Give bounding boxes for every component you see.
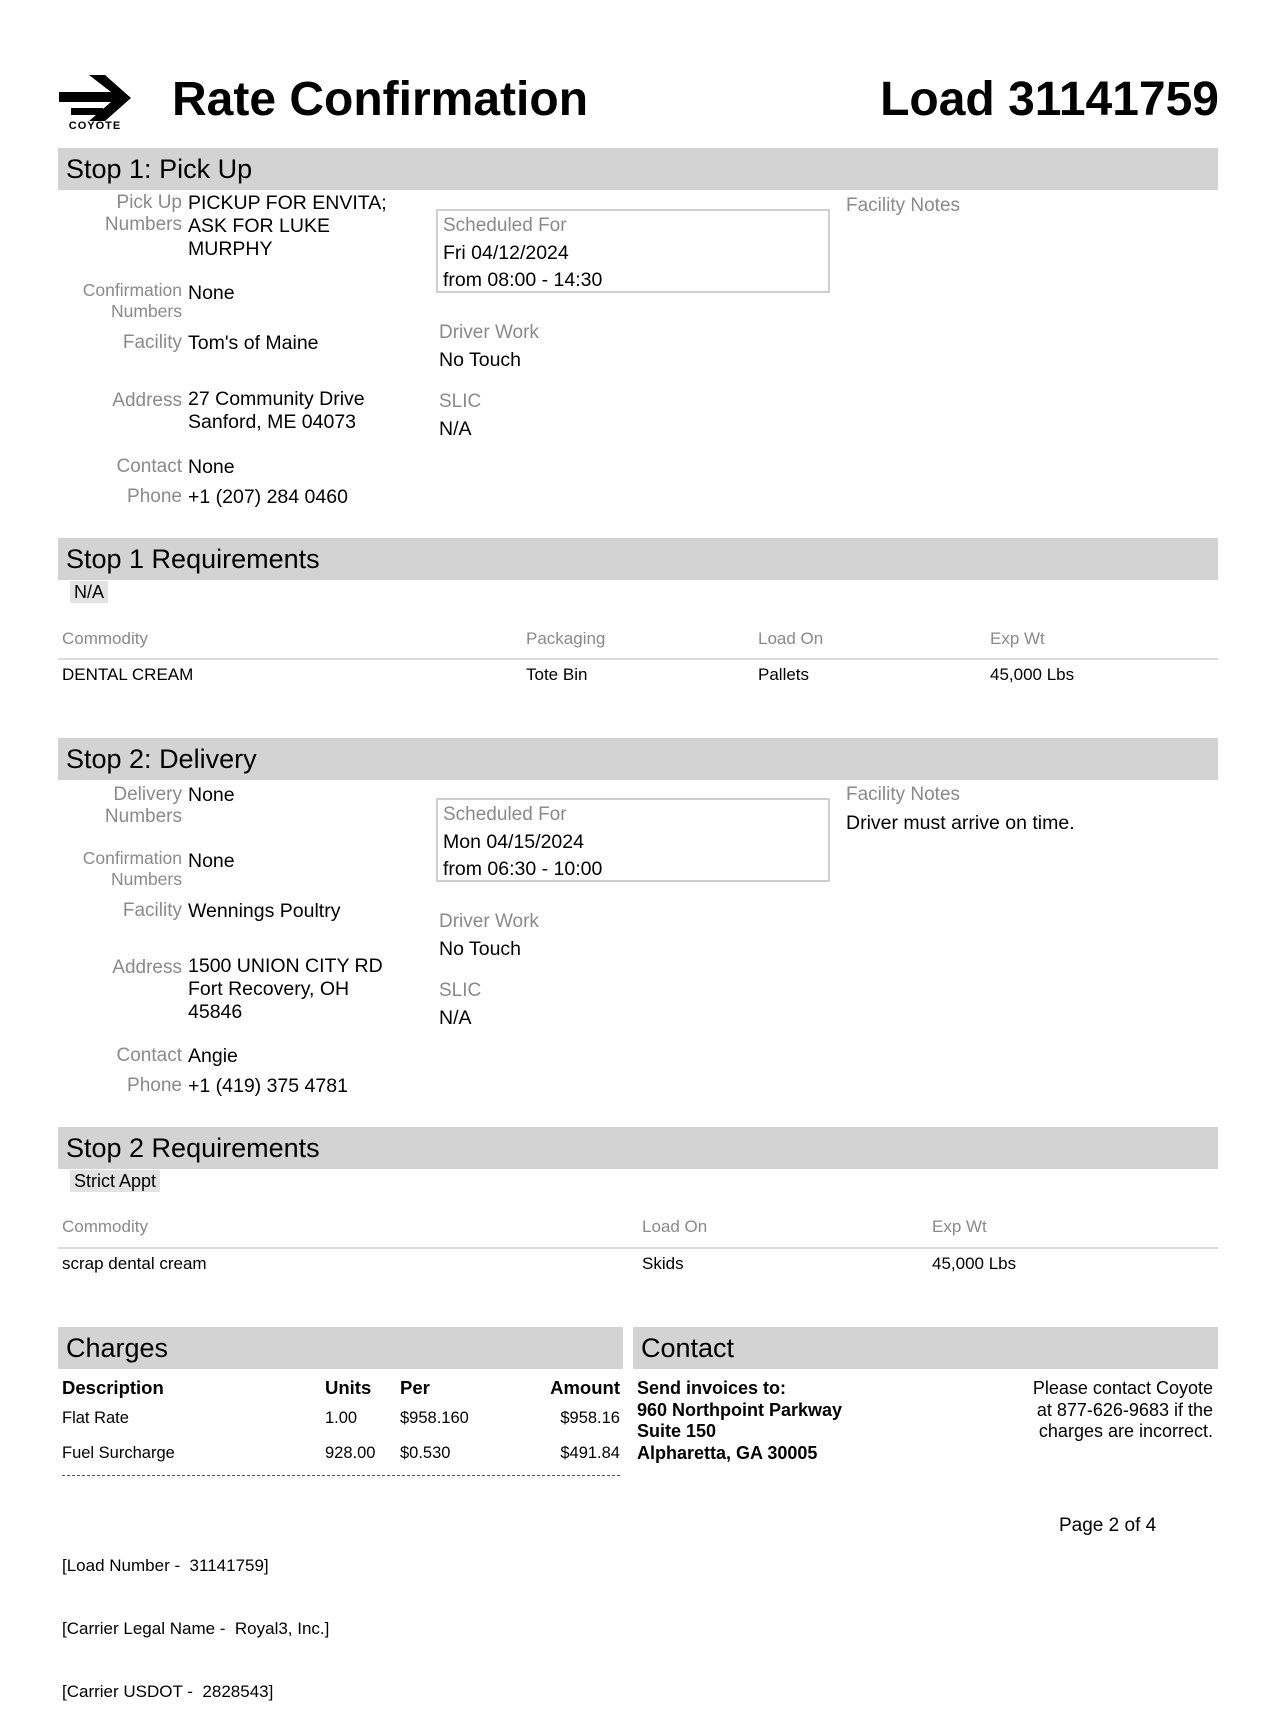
address-line: 45846 — [188, 1001, 243, 1023]
label-line: Confirmation — [82, 848, 182, 868]
stop1-facility-notes-label: Facility Notes — [846, 195, 961, 216]
invoice-address — [637, 1378, 842, 1464]
stop1-contact-value: None — [188, 456, 235, 478]
charge-amount: $958.16 — [560, 1409, 620, 1427]
address-line: Fort Recovery, OH — [188, 978, 350, 1000]
note-line: at 877-626-9683 if the — [1036, 1399, 1213, 1420]
label-line: Numbers — [111, 869, 182, 889]
scheduled-label: Scheduled For — [443, 215, 567, 236]
table-header-commodity: Commodity — [62, 1217, 148, 1236]
charge-description: Fuel Surcharge — [62, 1444, 175, 1462]
cell-load-on: Pallets — [758, 665, 810, 684]
label-line: Confirmation — [82, 280, 182, 300]
stop1-confirmation-value: None — [188, 282, 235, 304]
stop1-scheduled-box — [436, 209, 830, 293]
cell-exp-wt: 45,000 Lbs — [932, 1254, 1017, 1273]
stop2-heading: Stop 2: Delivery — [66, 744, 257, 774]
invoice-line: 960 Northpoint Parkway — [637, 1399, 843, 1420]
label-line: Numbers — [104, 214, 182, 235]
stop2-phone-value: +1 (419) 375 4781 — [188, 1075, 348, 1097]
stop1-driver-work-value: No Touch — [439, 349, 522, 371]
footer-line: [Load Number - 31141759] — [62, 1556, 269, 1575]
stop1-slic-value: N/A — [439, 418, 472, 440]
stop1-requirement-badge: N/A — [70, 581, 108, 603]
stop1-requirements-heading: Stop 1 Requirements — [66, 544, 320, 574]
table-header-exp-wt: Exp Wt — [932, 1217, 987, 1236]
stop1-facility-value: Tom's of Maine — [188, 332, 319, 354]
stop1-contact-label: Contact — [116, 456, 182, 477]
stop2-delivery-numbers-value — [188, 784, 235, 807]
table-header-load-on: Load On — [642, 1217, 708, 1236]
value-line: ASK FOR LUKE — [188, 215, 330, 237]
stop1-pickup-numbers-value — [188, 192, 387, 261]
page-number: Page 2 of 4 — [1059, 1515, 1157, 1536]
footer-load-info — [62, 1513, 329, 1723]
stop1-phone-label: Phone — [127, 486, 182, 507]
cell-exp-wt: 45,000 Lbs — [990, 665, 1075, 684]
charge-per: $958.160 — [400, 1409, 469, 1427]
note-line: charges are incorrect. — [1038, 1421, 1213, 1441]
charges-dashed-divider — [62, 1475, 620, 1476]
table-header-packaging: Packaging — [526, 629, 606, 648]
stop1-facility-label: Facility — [122, 332, 182, 353]
stop2-address-value — [188, 955, 383, 1024]
stop1-confirmation-label — [32, 280, 182, 322]
table-header-exp-wt: Exp Wt — [990, 629, 1045, 648]
scheduled-date: Mon 04/15/2024 — [443, 831, 584, 853]
stop2-requirements-bar — [58, 1127, 1218, 1169]
table-divider — [58, 1247, 1218, 1249]
stop1-heading: Stop 1: Pick Up — [66, 154, 253, 184]
charge-per: $0.530 — [400, 1444, 451, 1462]
address-line: Sanford, ME 04073 — [188, 411, 357, 433]
stop2-facility-notes-label: Facility Notes — [846, 784, 961, 805]
stop2-requirements-heading: Stop 2 Requirements — [66, 1133, 320, 1163]
stop1-address-value — [188, 388, 365, 434]
cell-commodity: scrap dental cream — [62, 1254, 207, 1273]
stop1-driver-work-label: Driver Work — [439, 322, 539, 343]
stop2-facility-notes-value: Driver must arrive on time. — [846, 812, 1075, 834]
scheduled-date: Fri 04/12/2024 — [443, 242, 569, 264]
stop2-section-bar — [58, 738, 1218, 780]
invoice-line: Send invoices to: — [637, 1378, 787, 1398]
label-line: Delivery — [113, 784, 182, 805]
stop2-address-label: Address — [112, 957, 182, 978]
stop2-facility-label: Facility — [122, 900, 182, 921]
charges-heading: Charges — [66, 1333, 169, 1363]
stop1-pickup-numbers-label — [32, 192, 182, 236]
contact-note — [1033, 1378, 1213, 1443]
scheduled-window: from 08:00 - 14:30 — [443, 269, 603, 291]
stop2-slic-label: SLIC — [439, 980, 482, 1001]
cell-load-on: Skids — [642, 1254, 684, 1273]
value-line: PICKUP FOR ENVITA; — [188, 192, 387, 214]
address-line: 1500 UNION CITY RD — [188, 955, 383, 977]
coyote-logo — [55, 72, 135, 132]
stop2-driver-work-label: Driver Work — [439, 911, 539, 932]
stop2-contact-value: Angie — [188, 1045, 238, 1067]
stop2-confirmation-label — [32, 848, 182, 890]
stop2-phone-label: Phone — [127, 1075, 182, 1096]
invoice-line: Suite 150 — [637, 1421, 717, 1441]
footer-line: [Carrier Legal Name - Royal3, Inc.] — [62, 1619, 330, 1638]
charge-amount: $491.84 — [560, 1444, 620, 1462]
stop2-requirement-badge: Strict Appt — [70, 1170, 160, 1192]
stop2-contact-label: Contact — [116, 1045, 182, 1066]
contact-section-bar — [633, 1327, 1218, 1369]
cell-packaging: Tote Bin — [526, 665, 588, 684]
table-header-commodity: Commodity — [62, 629, 148, 648]
footer-line: [Carrier USDOT - 2828543] — [62, 1682, 274, 1701]
stop1-requirements-bar — [58, 538, 1218, 580]
charge-units: 1.00 — [325, 1409, 358, 1427]
stop2-driver-work-value: No Touch — [439, 938, 522, 960]
stop1-phone-value: +1 (207) 284 0460 — [188, 486, 348, 508]
cell-commodity: DENTAL CREAM — [62, 665, 194, 684]
charges-header-amount: Amount — [550, 1377, 620, 1398]
table-divider — [58, 658, 1218, 660]
stop2-scheduled-box — [436, 798, 830, 882]
charges-header-per: Per — [400, 1377, 430, 1398]
stop2-delivery-numbers-label — [32, 784, 182, 828]
scheduled-window: from 06:30 - 10:00 — [443, 858, 603, 880]
page-title: Rate Confirmation — [172, 73, 589, 126]
contact-heading: Contact — [641, 1333, 735, 1363]
label-line: Numbers — [104, 806, 182, 827]
charge-description: Flat Rate — [62, 1409, 129, 1427]
stop1-section-bar — [58, 148, 1218, 190]
address-line: 27 Community Drive — [188, 388, 365, 410]
stop1-slic-label: SLIC — [439, 391, 482, 412]
load-number-title: Load 31141759 — [880, 73, 1219, 126]
charges-section-bar — [58, 1327, 623, 1369]
table-header-load-on: Load On — [758, 629, 824, 648]
charge-units: 928.00 — [325, 1444, 376, 1462]
label-line: Numbers — [111, 301, 182, 321]
stop1-address-label: Address — [112, 390, 182, 411]
stop2-confirmation-value: None — [188, 850, 235, 872]
value-line: MURPHY — [188, 238, 273, 260]
note-line: Please contact Coyote — [1032, 1378, 1213, 1398]
scheduled-label: Scheduled For — [443, 804, 567, 825]
stop2-slic-value: N/A — [439, 1007, 472, 1029]
charges-header-units: Units — [325, 1377, 372, 1398]
value-line: None — [188, 784, 235, 806]
charges-header-description: Description — [62, 1377, 164, 1398]
invoice-line: Alpharetta, GA 30005 — [637, 1442, 818, 1463]
logo-wordmark: COYOTE — [68, 120, 122, 132]
stop2-facility-value: Wennings Poultry — [188, 900, 341, 922]
label-line: Pick Up — [116, 192, 182, 213]
